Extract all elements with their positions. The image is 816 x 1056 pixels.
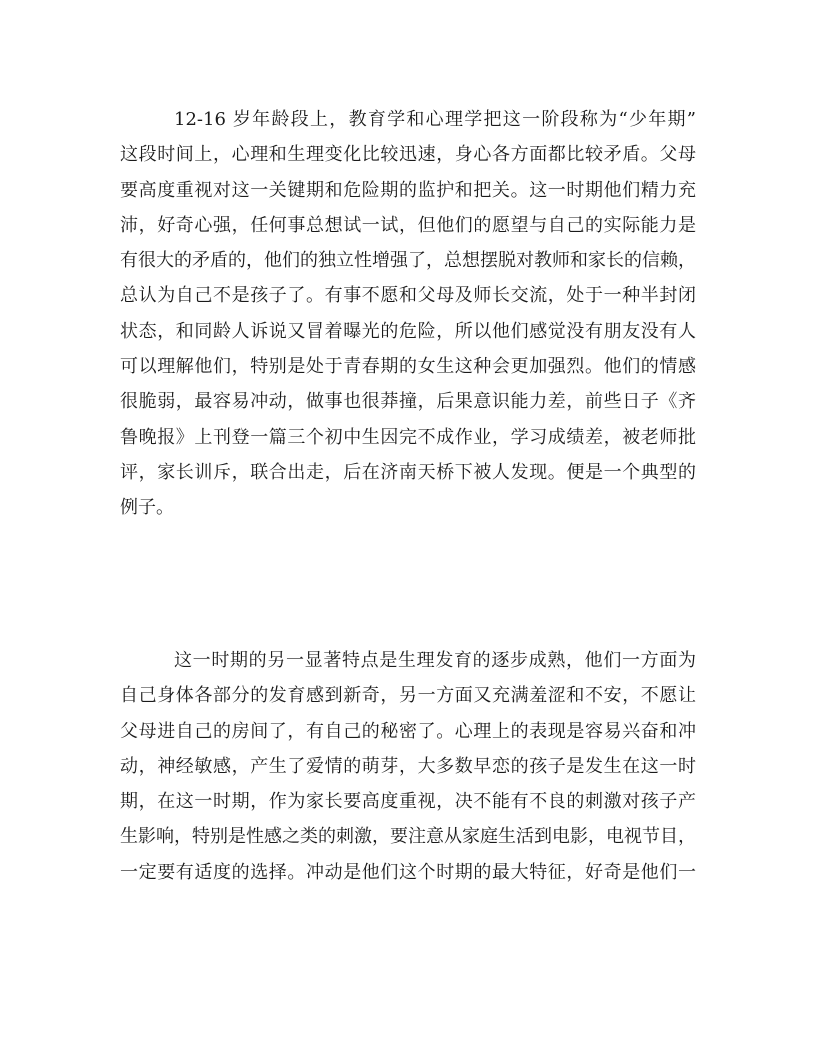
paragraph-line: 自己身体各部分的发育感到新奇，另一方面又充满羞涩和不安，不愿让 <box>120 685 696 707</box>
paragraph-line: 很脆弱，最容易冲动，做事也很莽撞，后果意识能力差，前些日子《齐 <box>120 391 696 413</box>
paragraph-line: 生影响，特别是性感之类的刺激，要注意从家庭生活到电影，电视节目， <box>120 826 696 848</box>
paragraph-line: 例子。 <box>120 497 174 519</box>
paragraph-line: 鲁晚报》上刊登一篇三个初中生因完不成作业，学习成绩差，被老师批 <box>120 426 696 448</box>
paragraph-line: 状态，和同龄人诉说又冒着曝光的危险，所以他们感觉没有朋友没有人 <box>120 320 696 342</box>
paragraph-line: 期，在这一时期，作为家长要高度重视，决不能有不良的刺激对孩子产 <box>120 791 696 813</box>
paragraph-line: 父母进自己的房间了，有自己的秘密了。心理上的表现是容易兴奋和冲 <box>120 720 696 742</box>
paragraph-line: 一定要有适度的选择。冲动是他们这个时期的最大特征，好奇是他们一 <box>120 861 696 883</box>
paragraph-line: 要高度重视对这一关键期和危险期的监护和把关。这一时期他们精力充 <box>120 179 696 201</box>
paragraph-line: 有很大的矛盾的，他们的独立性增强了，总想摆脱对教师和家长的信赖， <box>120 250 696 272</box>
paragraph-1 <box>120 102 696 526</box>
paragraph-line: 沛，好奇心强，任何事总想试一试，但他们的愿望与自己的实际能力是 <box>120 214 696 236</box>
paragraph-2 <box>120 643 696 890</box>
paragraph-line: 可以理解他们，特别是处于青春期的女生这种会更加强烈。他们的情感 <box>120 356 696 378</box>
paragraph-line: 动，神经敏感，产生了爱情的萌芽，大多数早恋的孩子是发生在这一时 <box>120 755 696 777</box>
paragraph-line: 这段时间上，心理和生理变化比较迅速，身心各方面都比较矛盾。父母 <box>120 144 696 166</box>
paragraph-line: 这一时期的另一显著特点是生理发育的逐步成熟，他们一方面为 <box>174 650 696 671</box>
paragraph-line: 评，家长训斥，联合出走，后在济南天桥下被人发现。便是一个典型的 <box>120 461 696 483</box>
paragraph-line: 总认为自己不是孩子了。有事不愿和父母及师长交流，处于一种半封闭 <box>120 285 696 307</box>
paragraph-line: 12-16 岁年龄段上，教育学和心理学把这一阶段称为“少年期” <box>174 109 696 130</box>
